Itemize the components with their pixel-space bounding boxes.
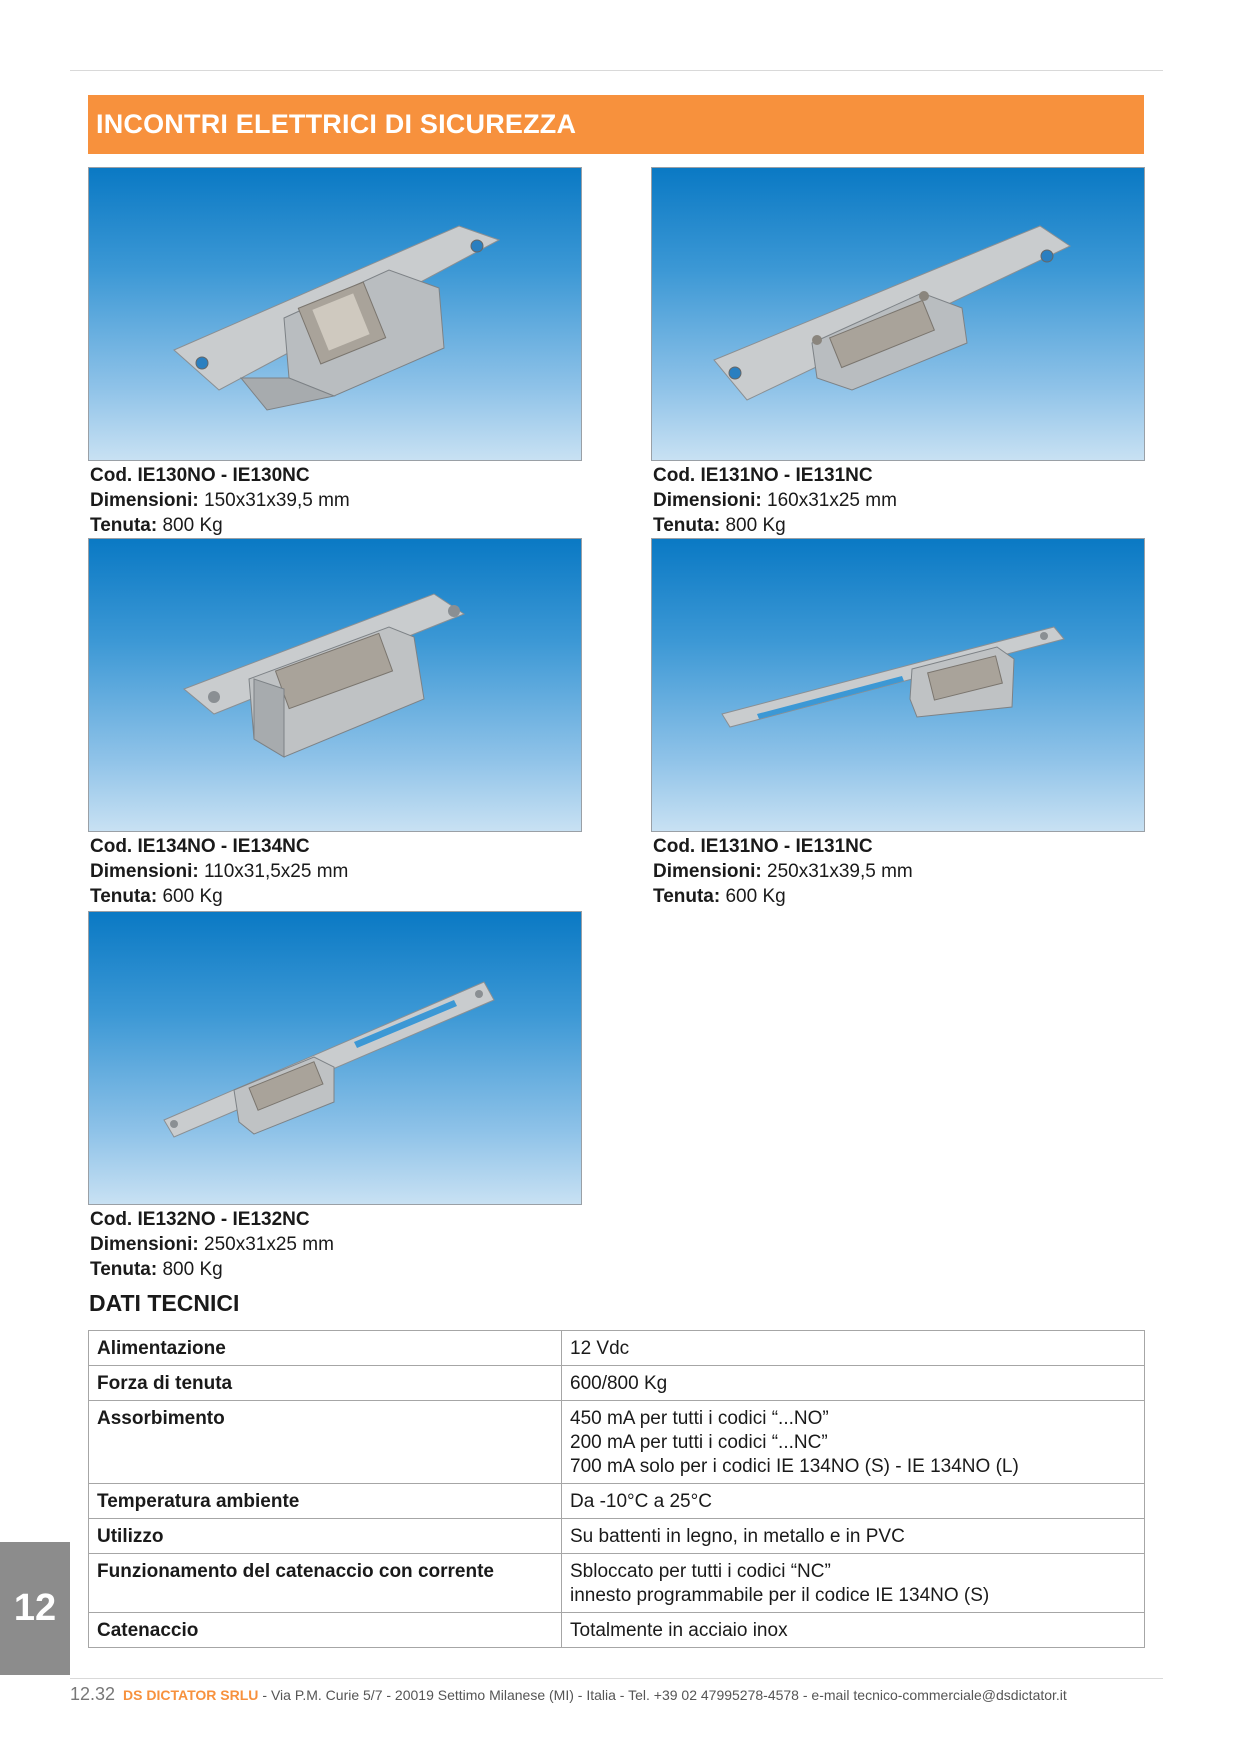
spec-label: Catenaccio (89, 1613, 562, 1648)
holding-force-label: Tenuta: (653, 886, 721, 907)
spec-value-line: 200 mA per tutti i codici “...NC” (570, 1432, 828, 1453)
table-row (89, 1519, 1145, 1554)
holding-force-label: Tenuta: (90, 886, 158, 907)
spec-value-line: innesto programmabile per il codice IE 134NO (S) (570, 1585, 990, 1606)
spec-value (562, 1613, 1145, 1648)
spec-value-line: 600/800 Kg (570, 1373, 668, 1394)
table-row (89, 1613, 1145, 1648)
spec-value-line: 12 Vdc (570, 1338, 630, 1359)
dimension-label: Dimensioni: (90, 490, 199, 511)
product-photo (651, 538, 1145, 832)
spec-value-line: 700 mA solo per i codici IE 134NO (S) - IE 134NO (L) (570, 1456, 1019, 1477)
spec-value (562, 1519, 1145, 1554)
product-dimensions: 150x31x39,5 mm (204, 490, 350, 511)
spec-label: Temperatura ambiente (89, 1484, 562, 1519)
spec-label: Utilizzo (89, 1519, 562, 1554)
spec-value-line: Su battenti in legno, in metallo e in PVC (570, 1526, 905, 1547)
spec-value (562, 1484, 1145, 1519)
holding-force-label: Tenuta: (90, 515, 158, 536)
dimension-label: Dimensioni: (90, 1234, 199, 1255)
product-photo (88, 911, 582, 1205)
product-photo (88, 538, 582, 832)
specs-table (88, 1330, 1145, 1648)
company-address: - Via P.M. Curie 5/7 - 20019 Settimo Milanese (MI) - Italia - Tel. +39 02 47995278-4578 - e-mail tecnico-commerciale@dsdictator.it (262, 1687, 1067, 1703)
spec-label: Funzionamento del catenaccio con corrente (89, 1554, 562, 1613)
page-number: 12.32 (70, 1684, 116, 1704)
table-row (89, 1366, 1145, 1401)
page-footer (70, 1684, 1067, 1705)
page-title: INCONTRI ELETTRICI DI SICUREZZA (88, 95, 1144, 154)
specs-title: DATI TECNICI (89, 1290, 240, 1316)
spec-label: Forza di tenuta (89, 1366, 562, 1401)
product-code: Cod. IE132NO - IE132NC (90, 1209, 310, 1230)
holding-force-label: Tenuta: (653, 515, 721, 536)
product-holding-force: 800 Kg (162, 515, 223, 536)
product-photo (88, 167, 582, 461)
product-card (651, 167, 1145, 538)
product-card (88, 167, 582, 538)
top-divider (70, 70, 1163, 71)
product-dimensions: 160x31x25 mm (767, 490, 897, 511)
spec-value-line: Da -10°C a 25°C (570, 1491, 712, 1512)
table-row (89, 1331, 1145, 1366)
table-row (89, 1554, 1145, 1613)
product-photo (651, 167, 1145, 461)
dimension-label: Dimensioni: (653, 490, 762, 511)
table-row (89, 1484, 1145, 1519)
spec-label: Alimentazione (89, 1331, 562, 1366)
product-code: Cod. IE134NO - IE134NC (90, 836, 310, 857)
table-row (89, 1401, 1145, 1484)
spec-value (562, 1554, 1145, 1613)
spec-value-line: 450 mA per tutti i codici “...NO” (570, 1408, 829, 1429)
holding-force-label: Tenuta: (90, 1259, 158, 1280)
product-holding-force: 800 Kg (162, 1259, 223, 1280)
product-code: Cod. IE131NO - IE131NC (653, 836, 873, 857)
product-dimensions: 250x31x25 mm (204, 1234, 334, 1255)
dimension-label: Dimensioni: (653, 861, 762, 882)
product-dimensions: 250x31x39,5 mm (767, 861, 913, 882)
spec-value-line: Totalmente in acciaio inox (570, 1620, 788, 1641)
product-code: Cod. IE130NO - IE130NC (90, 465, 310, 486)
spec-value-line: Sbloccato per tutti i codici “NC” (570, 1561, 831, 1582)
product-card (88, 538, 582, 909)
product-holding-force: 800 Kg (725, 515, 786, 536)
spec-value (562, 1331, 1145, 1366)
product-holding-force: 600 Kg (162, 886, 223, 907)
product-card (88, 911, 582, 1282)
product-dimensions: 110x31,5x25 mm (204, 861, 349, 882)
spec-value (562, 1401, 1145, 1484)
product-code: Cod. IE131NO - IE131NC (653, 465, 873, 486)
chapter-tab: 12 (0, 1542, 70, 1675)
spec-value (562, 1366, 1145, 1401)
product-card (651, 538, 1145, 909)
bottom-divider (70, 1678, 1163, 1679)
dimension-label: Dimensioni: (90, 861, 199, 882)
spec-label: Assorbimento (89, 1401, 562, 1484)
product-holding-force: 600 Kg (725, 886, 786, 907)
company-name: DS DICTATOR SRLU (123, 1687, 259, 1703)
